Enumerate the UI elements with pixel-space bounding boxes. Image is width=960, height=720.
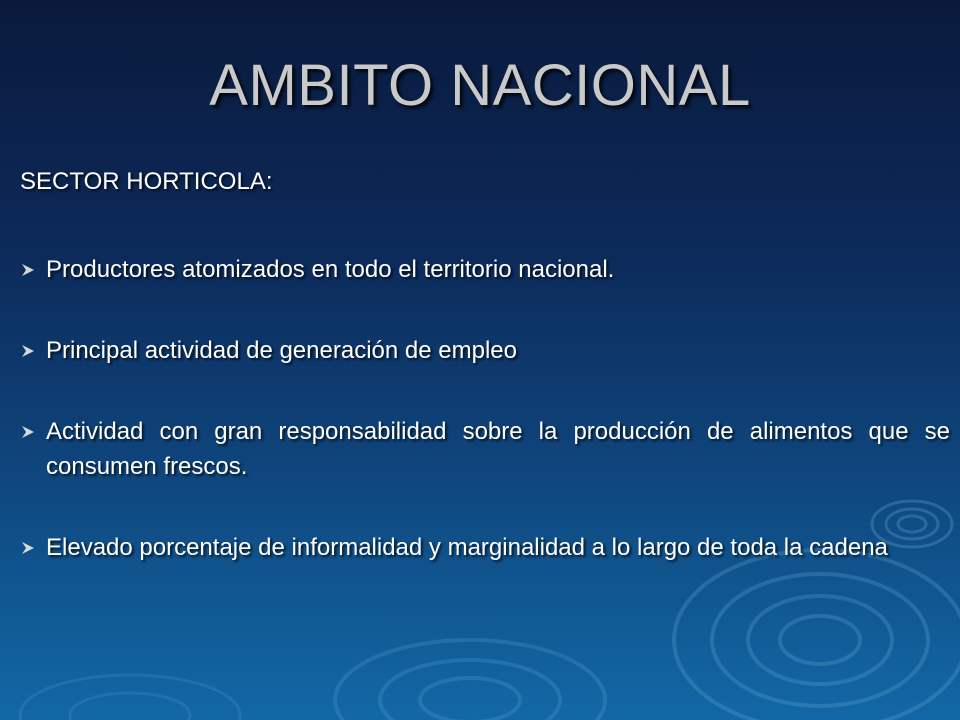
- arrowhead-icon: [22, 345, 34, 357]
- arrowhead-icon: [22, 426, 34, 438]
- list-item: [20, 530, 950, 565]
- arrowhead-icon: [22, 264, 34, 276]
- list-item-text: Elevado porcentaje de informalidad y marginalidad a lo largo de toda la cadena: [46, 534, 888, 561]
- section-heading: SECTOR HORTICOLA:: [20, 168, 273, 195]
- list-item: [20, 333, 950, 368]
- list-item-text: Productores atomizados en todo el territorio nacional.: [46, 256, 615, 283]
- list-item: [20, 252, 950, 287]
- list-item: [20, 414, 950, 484]
- arrowhead-icon: [22, 542, 34, 554]
- list-item-text: Principal actividad de generación de empleo: [46, 337, 517, 364]
- list-item-text: Actividad con gran responsabilidad sobre la producción de alimentos que se consumen frescos.: [46, 418, 950, 480]
- slide-title: AMBITO NACIONAL: [209, 53, 751, 118]
- bullet-list: [20, 252, 950, 565]
